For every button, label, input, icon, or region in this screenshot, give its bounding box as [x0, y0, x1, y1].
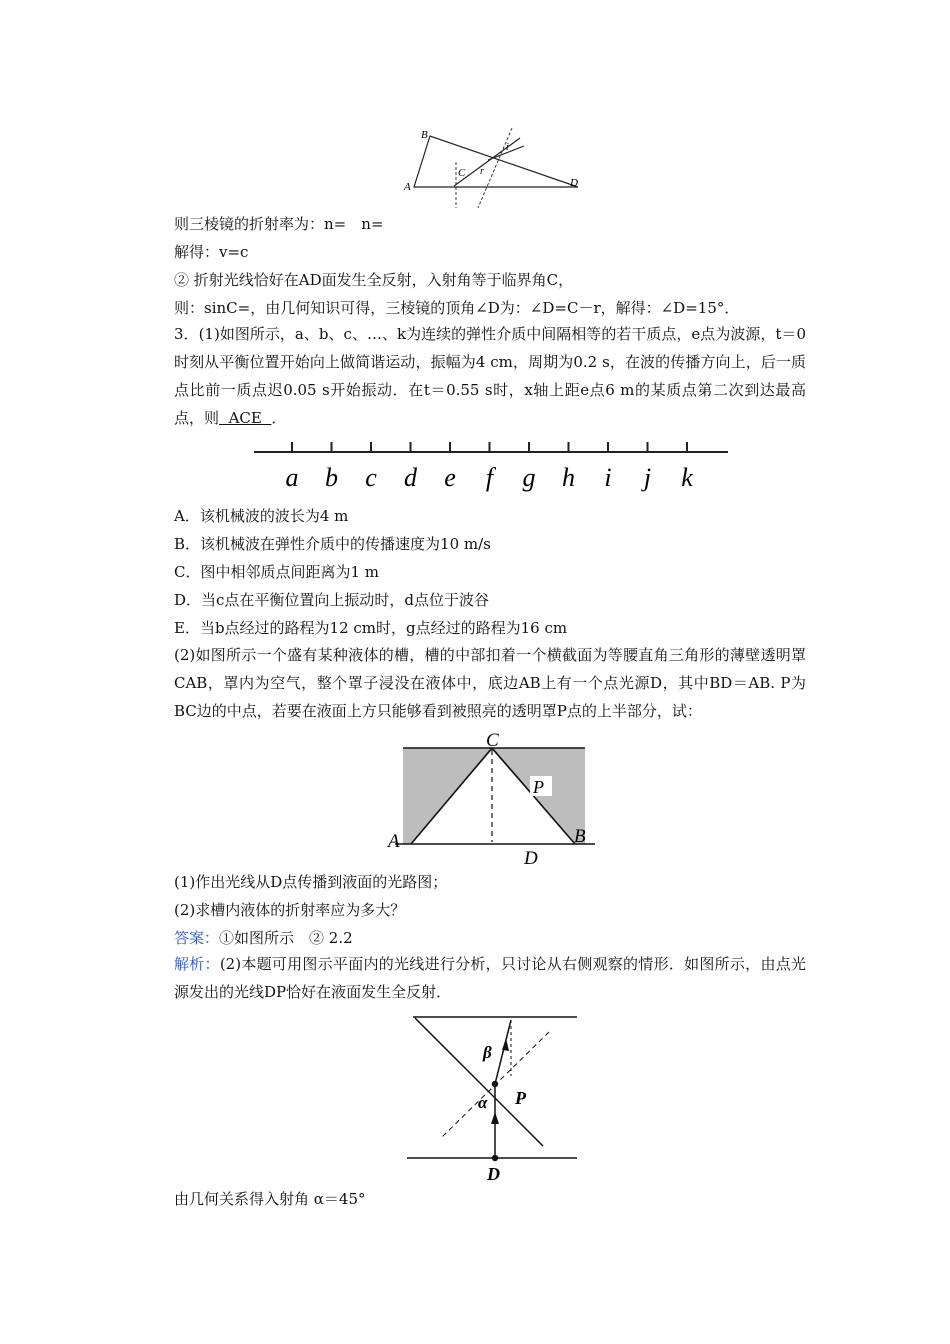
- light-path-diagram: [405, 1008, 585, 1188]
- label-C: C: [486, 730, 499, 751]
- label-P: P: [515, 1088, 526, 1108]
- answer-text: ①如图所示 ② 2.2: [219, 929, 353, 947]
- trough-diagram: [385, 728, 610, 870]
- refraction-index-line: 则三棱镜的折射率为：n= n=: [174, 215, 384, 233]
- question-3-stem: 3．(1)如图所示，a、b、c、…、k为连续的弹性介质中间隔相等的若干质点，e点为波源，t＝0时刻从平衡位置开始向上做简谐运动，振幅为4 cm，周期为0.2 s，在波的传播方向上，后一质点比前一质点迟0.05 s开始振动．在t＝0.55 s时，x轴上距e点6 m的某质点第二次到达最高点，则 ACE ．: [174, 325, 806, 427]
- prism-diagram: [400, 124, 590, 212]
- label-i: i: [506, 142, 509, 153]
- answer-line: [174, 927, 353, 949]
- solve-line: 解得：v=c: [174, 243, 249, 261]
- analysis-paragraph: [174, 950, 806, 1006]
- sub-question-1: (1)作出光线从D点传播到液面的光路图；: [174, 873, 448, 891]
- total-reflection-line: ② 折射光线恰好在AD面发生全反射，入射角等于临界角C，: [174, 271, 574, 289]
- label-D: D: [524, 848, 538, 869]
- particle-label-j: j: [643, 463, 652, 492]
- incident-angle-line: 由几何关系得入射角 α＝45°: [174, 1190, 366, 1208]
- label-r: r: [480, 166, 484, 177]
- particle-label-a: a: [285, 463, 299, 492]
- option-e: E．当b点经过的路程为12 cm时，g点经过的路程为16 cm: [174, 619, 568, 637]
- answer-label: 答案：: [174, 929, 220, 947]
- particle-label-e: e: [444, 463, 456, 492]
- particle-label-h: h: [562, 463, 575, 492]
- angle-result-line: 则：sinC=，由几何知识可得，三棱镜的顶角∠D为：∠D=C－r，解得：∠D=15°．: [174, 299, 740, 317]
- option-b: B．该机械波在弹性介质中的传播速度为10 m/s: [174, 535, 491, 553]
- label-beta: β: [483, 1043, 492, 1062]
- particle-label-g: g: [522, 463, 536, 492]
- analysis-text: (2)本题可用图示平面内的光线进行分析，只讨论从右侧观察的情形．如图所示，由点光源发出的光线DP恰好在液面发生全反射．: [174, 955, 806, 1001]
- label-B: B: [421, 129, 428, 141]
- option-a: A．该机械波的波长为4 m: [174, 507, 349, 525]
- particle-label-k: k: [681, 463, 693, 492]
- particle-label-f: f: [485, 463, 494, 492]
- option-c: C．图中相邻质点间距离为1 m: [174, 563, 380, 581]
- analysis-label: 解析：: [174, 955, 220, 973]
- label-A: A: [404, 181, 411, 193]
- label-D: D: [487, 1164, 500, 1184]
- question-3-answer: ACE: [228, 409, 262, 427]
- sub-question-2: (2)求槽内液体的折射率应为多大？: [174, 901, 406, 919]
- part-2-stem: (2)如图所示一个盛有某种液体的槽，槽的中部扣着一个横截面为等腰直角三角形的薄壁透明罩CAB，罩内为空气，整个罩子浸没在液体中，底边AB上有一个点光源D，其中BD＝AB. P为BC边的中点，若要在液面上方只能够看到被照亮的透明罩P点的上半部分，试：: [174, 646, 806, 720]
- particle-line-diagram: [252, 440, 732, 496]
- option-d: D．当c点在平衡位置向上振动时，d点位于波谷: [174, 591, 490, 609]
- label-alpha: α: [478, 1093, 488, 1112]
- label-P: P: [533, 777, 544, 797]
- particle-label-b: b: [325, 463, 338, 492]
- label-A: A: [388, 831, 400, 852]
- label-C: C: [458, 167, 466, 179]
- question-3-text: 3．(1)如图所示，a、b、c、…、k为连续的弹性介质中间隔相等的若干质点，e点为波源，t＝0时刻从平衡位置开始向上做简谐运动，振幅为4 cm，周期为0.2 s，在波的传播方向上，后一质点比前一质点迟0.05 s开始振动．在t＝0.55 s时，x轴上距e点6 m的某质点第二次到达最高点，则: [174, 325, 806, 427]
- particle-label-d: d: [404, 463, 417, 492]
- label-B: B: [574, 826, 586, 847]
- particle-label-c: c: [365, 463, 377, 492]
- particle-label-i: i: [604, 463, 612, 492]
- label-D: D: [570, 177, 578, 189]
